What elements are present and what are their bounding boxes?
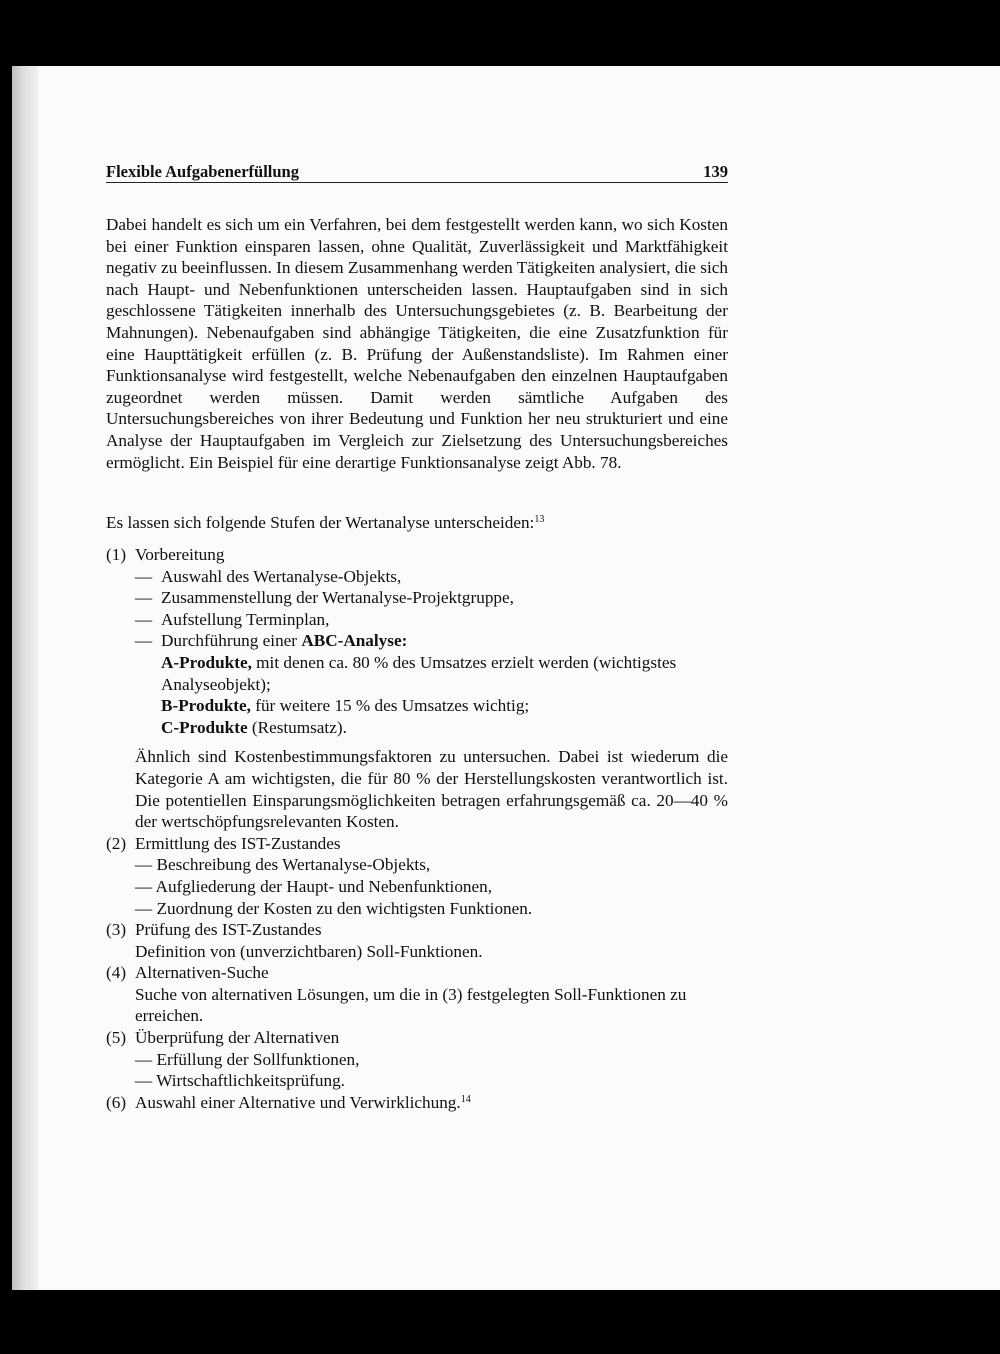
c-products: C-Produkte (Restumsatz). [161, 717, 347, 737]
list-item-step-3 [106, 919, 728, 962]
step-title: Prüfung des IST-Zustandes [135, 920, 322, 940]
intro-sentence [106, 512, 728, 534]
step-title: Vorbereitung [135, 545, 225, 564]
a-products: A-Produkte, mit denen ca. 80 % des Umsatzes erzielt werden (wichtigstes Analyseobjekt); [161, 652, 677, 694]
list-item-step-6 [106, 1092, 728, 1114]
step-number: (3) [106, 920, 127, 940]
step-number: (6) [106, 1092, 127, 1112]
step-number: (1) [106, 545, 127, 564]
footnote-ref-13: 13 [534, 514, 545, 525]
list-item-step-1 [106, 544, 728, 833]
b-products: B-Produkte, für weitere 15 % des Umsatzes wichtig; [161, 696, 530, 716]
list-item-step-2 [106, 833, 728, 919]
dash-item: — Aufgliederung der Haupt- und Nebenfunktionen, [135, 876, 493, 896]
header-title: Flexible Aufgabenerfüllung [106, 162, 299, 181]
step-title: Alternativen-Suche [135, 963, 269, 983]
list-item-step-5 [106, 1027, 728, 1092]
dash-item: — Aufstellung Terminplan, [135, 609, 330, 629]
dash-item: — Erfüllung der Sollfunktionen, [135, 1049, 360, 1069]
footnote-ref-14: 14 [460, 1093, 471, 1105]
step-text: Definition von (unverzichtbaren) Soll-Funktionen. [135, 941, 483, 961]
page-number: 139 [703, 162, 728, 181]
abc-analyse-label: ABC-Analyse: [301, 631, 408, 651]
steps-list [106, 544, 728, 1113]
step-title: Ermittlung des IST-Zustandes [135, 833, 341, 853]
dash-item: — Zusammenstellung der Wertanalyse-Projektgruppe, [135, 588, 514, 608]
cost-factors-note: Ähnlich sind Kostenbestimmungsfaktoren zu untersuchen. Dabei ist wiederum die Kategorie A am wichtigsten, die für 80 % der Herstellungskosten verantwortlich ist. Die potentiellen Einsparungsmöglichkeiten betragen erfahrungsgemäß ca. 20—40 % der wertschöpfungsrelevanten Kosten. [135, 747, 728, 832]
step-text: Suche von alternativen Lösungen, um die in (3) festgelegten Soll-Funktionen zu erreichen. [135, 984, 687, 1026]
step-number: (2) [106, 833, 127, 853]
dash-item: — Wirtschaftlichkeitsprüfung. [135, 1071, 345, 1091]
step-number: (4) [106, 963, 127, 983]
dash-item: — Zuordnung der Kosten zu den wichtigsten Funktionen. [135, 898, 533, 918]
step-number: (5) [106, 1028, 127, 1048]
paragraph-1: Dabei handelt es sich um ein Verfahren, bei dem festgestellt werden kann, wo sich Kosten bei einer Funktion einsparen lassen, ohne Qualität, Zuverlässigkeit und Marktfähigkeit negativ zu beeinflussen. In diesem Zusammenhang werden Tätigkeiten analysiert, die sich nach Haupt- und Nebenfunktionen unterscheiden lassen. Hauptaufgaben sind in sich geschlossene Tätigkeiten innerhalb des Untersuchungsgebietes (z. B. Bearbeitung der Mahnungen). Nebenaufgaben sind abhängige Tätigkeiten, die eine Zusatzfunktion für eine Haupttätigkeit erfüllen (z. B. Prüfung der Außenstandsliste). Im Rahmen einer Funktionsanalyse wird festgestellt, welche Nebenaufgaben den einzelnen Hauptaufgaben zugeordnet werden müssen. Damit werden sämtliche Aufgaben des Untersuchungsbereiches von ihrer Bedeutung und Funktion her neu strukturiert und eine Analyse der Hauptaufgaben im Vergleich zur Zielsetzung des Untersuchungsbereiches ermöglicht. Ein Beispiel für eine derartige Funktionsanalyse zeigt Abb. 78. [106, 215, 728, 472]
dash-item: — Beschreibung des Wertanalyse-Objekts, [135, 855, 431, 875]
book-gutter [12, 66, 38, 1290]
list-item-step-4 [106, 962, 728, 1027]
step-title: Überprüfung der Alternativen [135, 1028, 340, 1048]
step-title: Auswahl einer Alternative und Verwirklichung.$^{14}$ [135, 1092, 471, 1112]
dash-item: — Auswahl des Wertanalyse-Objekts, [135, 566, 402, 586]
running-header [106, 160, 728, 183]
dash-item: — Durchführung einer ABC-Analyse: [135, 631, 408, 651]
intro-text: Es lassen sich folgende Stufen der Wertanalyse unterscheiden: [106, 513, 535, 532]
